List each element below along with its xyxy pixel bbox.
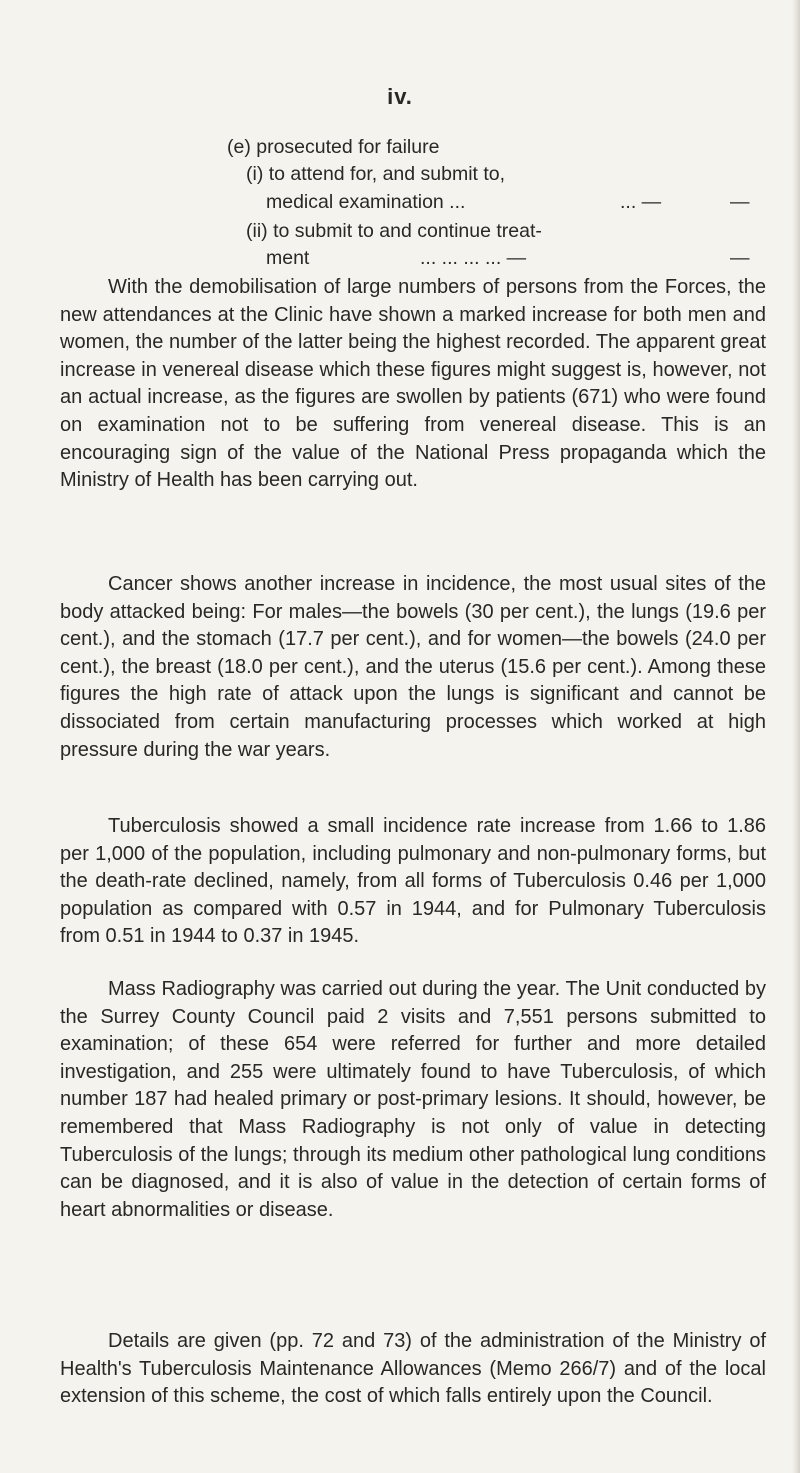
paragraph-text: Tuberculosis showed a small incidence rate increase from 1.66 to 1.86 per 1,000 of the population, including pulmonary and non-pulmonary forms, but the death-rate declined, namely, from all forms of Tuberculosis 0.46 per 1,000 population as compared with 0.57 in 1944, and for Pulmonary Tuberculosis from 0.51 in 1944 to 0.37 in 1945. bbox=[60, 815, 766, 948]
paragraph-tuberculosis bbox=[60, 813, 766, 951]
paragraph-text: With the demobilisation of large numbers of persons from the Forces, the new attendances at the Clinic have shown a marked increase for both men and women, the number of the latter being the highest recorded. The apparent great increase in venereal disease which these figures might suggest is, however, not an actual increase, as the figures are swollen by patients (671) who were found on examination not to be suffering from venereal disease. This is an encouraging sign of the value of the National Press propaganda which the Ministry of Health has been carrying out. bbox=[60, 276, 766, 492]
paragraph-cancer bbox=[60, 571, 766, 764]
paragraph-details bbox=[60, 1328, 766, 1411]
page-number: iv. bbox=[387, 84, 413, 109]
paragraph-text: Details are given (pp. 72 and 73) of the administration of the Ministry of Health's Tuberculosis Maintenance Allowances (Memo 266/7) and of the local extension of this scheme, the cost of which falls entirely upon the Council. bbox=[60, 1330, 766, 1408]
list-item-ii-value: — bbox=[730, 247, 750, 269]
list-item-ii-dots: ... ... ... ... — bbox=[420, 247, 527, 269]
paragraph-mass-radiography bbox=[60, 976, 766, 1224]
paragraph-demobilisation bbox=[60, 274, 766, 495]
list-item-ii-line1: (ii) to submit to and continue treat- bbox=[246, 220, 542, 242]
paragraph-text: Mass Radiography was carried out during the year. The Unit conducted by the Surrey County Council paid 2 visits and 7,551 persons submitted to examination; of these 654 were referred for further and more detailed investigation, and 255 were ultimately found to have Tuberculosis, of which number 187 had healed primary or post-primary lesions. It should, however, be remembered that Mass Radiography is not only of value in detecting Tuberculosis of the lungs; through its medium other pathological lung conditions can be diagnosed, and it is also of value in the detection of certain forms of heart abnormalities or disease. bbox=[60, 978, 766, 1221]
list-item-i-line1: (i) to attend for, and submit to, bbox=[246, 163, 506, 185]
list-item-i-value: — bbox=[730, 191, 750, 213]
list-item-ii-line2: ment bbox=[266, 247, 310, 269]
page-edge-shadow bbox=[792, 0, 800, 1473]
list-item-e: (e) prosecuted for failure bbox=[227, 136, 440, 158]
list-item-i-line2: medical examination ... bbox=[266, 191, 466, 213]
paragraph-text: Cancer shows another increase in incidence, the most usual sites of the body attacked being: For males—the bowels (30 per cent.), the lungs (19.6 per cent.), and the stomach (17.7 per cent.), and for women—the bowels (24.0 per cent.), the breast (18.0 per cent.), and the uterus (15.6 per cent.). Among these figures the high rate of attack upon the lungs is significant and cannot be dissociated from certain manufacturing processes which worked at high pressure during the war years. bbox=[60, 573, 766, 761]
list-item-i-dots: ... — bbox=[620, 191, 662, 213]
